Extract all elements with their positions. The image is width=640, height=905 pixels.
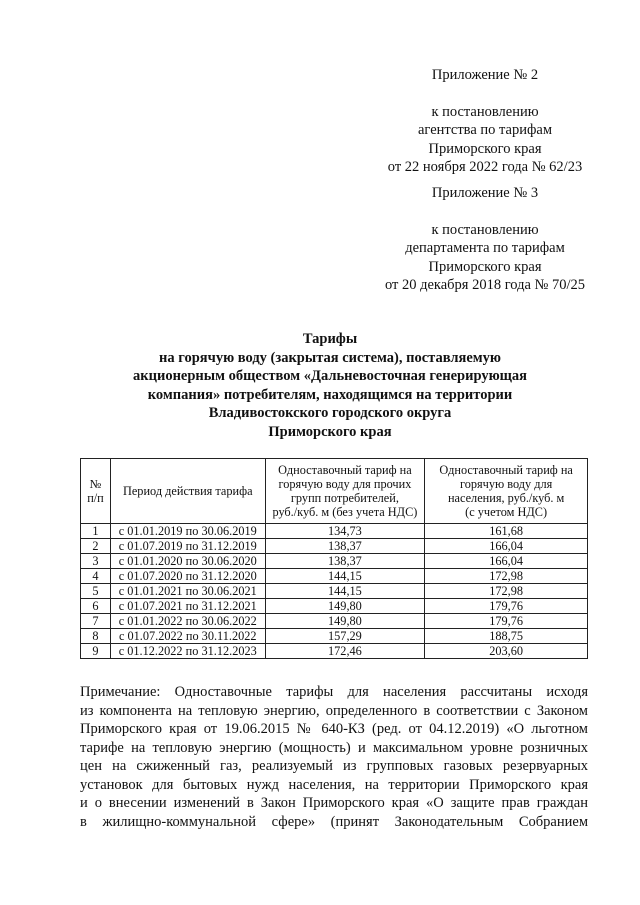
table-row <box>81 629 588 644</box>
appendix-3-title: Приложение № 3 <box>431 185 539 201</box>
row-other-tariff: 144,15 <box>265 569 425 584</box>
note-line: цен на сжиженный газ, реализуемый из групповых газовых резервуарных <box>80 758 588 774</box>
row-other-tariff: 157,29 <box>265 629 425 644</box>
row-number: 2 <box>81 539 111 554</box>
heading-line: на горячую воду (закрытая система), поставляемую <box>159 349 501 366</box>
row-other-tariff: 149,80 <box>265 614 425 629</box>
header-period: Период действия тарифа <box>110 459 265 524</box>
row-population-tariff: 179,76 <box>425 599 588 614</box>
header-text: Одноставочный тариф на <box>439 463 573 477</box>
appendix-3-line: Приморского края <box>428 258 542 275</box>
row-period: с 01.07.2020 по 31.12.2020 <box>110 569 265 584</box>
note-line: тарифе на тепловую энергию (мощность) и максимальном уровне розничных <box>80 739 588 756</box>
row-number: 5 <box>81 584 111 599</box>
appendix-3-line: департамента по тарифам <box>405 240 565 256</box>
table-row <box>81 644 588 659</box>
note-line: и о внесении изменений в Закон Приморского края «О защите прав граждан <box>80 795 588 811</box>
row-period: с 01.01.2019 по 30.06.2019 <box>110 524 265 539</box>
header-text: групп потребителей, <box>290 491 399 505</box>
table-row <box>81 539 588 554</box>
appendix-2-line: к постановлению <box>431 103 539 120</box>
row-population-tariff: 172,98 <box>425 569 588 584</box>
row-other-tariff: 172,46 <box>265 644 425 659</box>
row-period: с 01.01.2020 по 30.06.2020 <box>110 554 265 569</box>
appendix-3-block <box>360 184 610 295</box>
row-number: 4 <box>81 569 111 584</box>
header-text: (с учетом НДС) <box>465 505 548 519</box>
header-other-consumers <box>265 459 425 524</box>
appendix-2-block <box>360 66 610 177</box>
note-line: в жилищно-коммунальной сфере» (принят Законодательным Собранием <box>80 813 588 830</box>
header-text: горячую воду для <box>459 477 553 491</box>
table-header-row <box>81 459 588 524</box>
row-number: 7 <box>81 614 111 629</box>
table-row <box>81 614 588 629</box>
header-number <box>81 459 111 524</box>
appendix-2-line: Приморского края <box>428 140 542 157</box>
heading-line: Владивостокского городского округа <box>208 405 452 421</box>
row-number: 9 <box>81 644 111 659</box>
note-line: Приморского края от 19.06.2015 № 640-КЗ (ред. от 04.12.2019) «О льготном <box>80 721 588 737</box>
row-other-tariff: 134,73 <box>265 524 425 539</box>
row-population-tariff: 188,75 <box>425 629 588 644</box>
heading-line: компания» потребителям, находящимся на территории <box>147 386 513 403</box>
row-population-tariff: 172,98 <box>425 584 588 599</box>
row-population-tariff: 203,60 <box>425 644 588 659</box>
note-line: Примечание: Одноставочные тарифы для населения рассчитаны исходя <box>80 684 588 700</box>
row-number: 8 <box>81 629 111 644</box>
row-period: с 01.01.2022 по 30.06.2022 <box>110 614 265 629</box>
heading-line: Приморского края <box>268 423 392 440</box>
row-period: с 01.12.2022 по 31.12.2023 <box>110 644 265 659</box>
row-population-tariff: 166,04 <box>425 554 588 569</box>
row-other-tariff: 138,37 <box>265 554 425 569</box>
table-row <box>81 599 588 614</box>
row-number: 1 <box>81 524 111 539</box>
appendix-2-line: от 22 ноября 2022 года № 62/23 <box>387 159 583 175</box>
header-text: № <box>89 477 102 491</box>
row-number: 6 <box>81 599 111 614</box>
row-period: с 01.07.2022 по 30.11.2022 <box>110 629 265 644</box>
tariffs-table <box>80 458 588 659</box>
row-population-tariff: 179,76 <box>425 614 588 629</box>
heading-line: Тарифы <box>302 331 358 347</box>
row-other-tariff: 149,80 <box>265 599 425 614</box>
appendix-2-title: Приложение № 2 <box>431 67 539 83</box>
appendix-3-line: от 20 декабря 2018 года № 70/25 <box>384 277 586 293</box>
row-period: с 01.07.2021 по 31.12.2021 <box>110 599 265 614</box>
row-other-tariff: 144,15 <box>265 584 425 599</box>
row-period: с 01.01.2021 по 30.06.2021 <box>110 584 265 599</box>
header-population <box>425 459 588 524</box>
row-period: с 01.07.2019 по 31.12.2019 <box>110 539 265 554</box>
table-row <box>81 554 588 569</box>
table-row <box>81 524 588 539</box>
header-text: населения, руб./куб. м <box>447 491 565 505</box>
header-text: п/п <box>87 491 104 505</box>
header-text: Одноставочный тариф на <box>278 463 412 477</box>
heading-line: акционерным обществом «Дальневосточная генерирующая <box>133 368 527 384</box>
table-row <box>81 584 588 599</box>
note-line: установок для бытовых нужд населения, на территории Приморского края <box>80 776 588 793</box>
row-number: 3 <box>81 554 111 569</box>
note-paragraph <box>80 683 588 831</box>
note-line: из компонента на тепловую энергию, определенного в соответствии с Законом <box>80 702 588 719</box>
row-population-tariff: 166,04 <box>425 539 588 554</box>
appendix-2-line: агентства по тарифам <box>418 122 552 138</box>
row-population-tariff: 161,68 <box>425 524 588 539</box>
table-row <box>81 569 588 584</box>
header-text: руб./куб. м (без учета НДС) <box>272 505 418 519</box>
document-heading <box>110 330 550 441</box>
header-text: горячую воду для прочих <box>278 477 412 491</box>
row-other-tariff: 138,37 <box>265 539 425 554</box>
appendix-3-line: к постановлению <box>431 221 539 238</box>
